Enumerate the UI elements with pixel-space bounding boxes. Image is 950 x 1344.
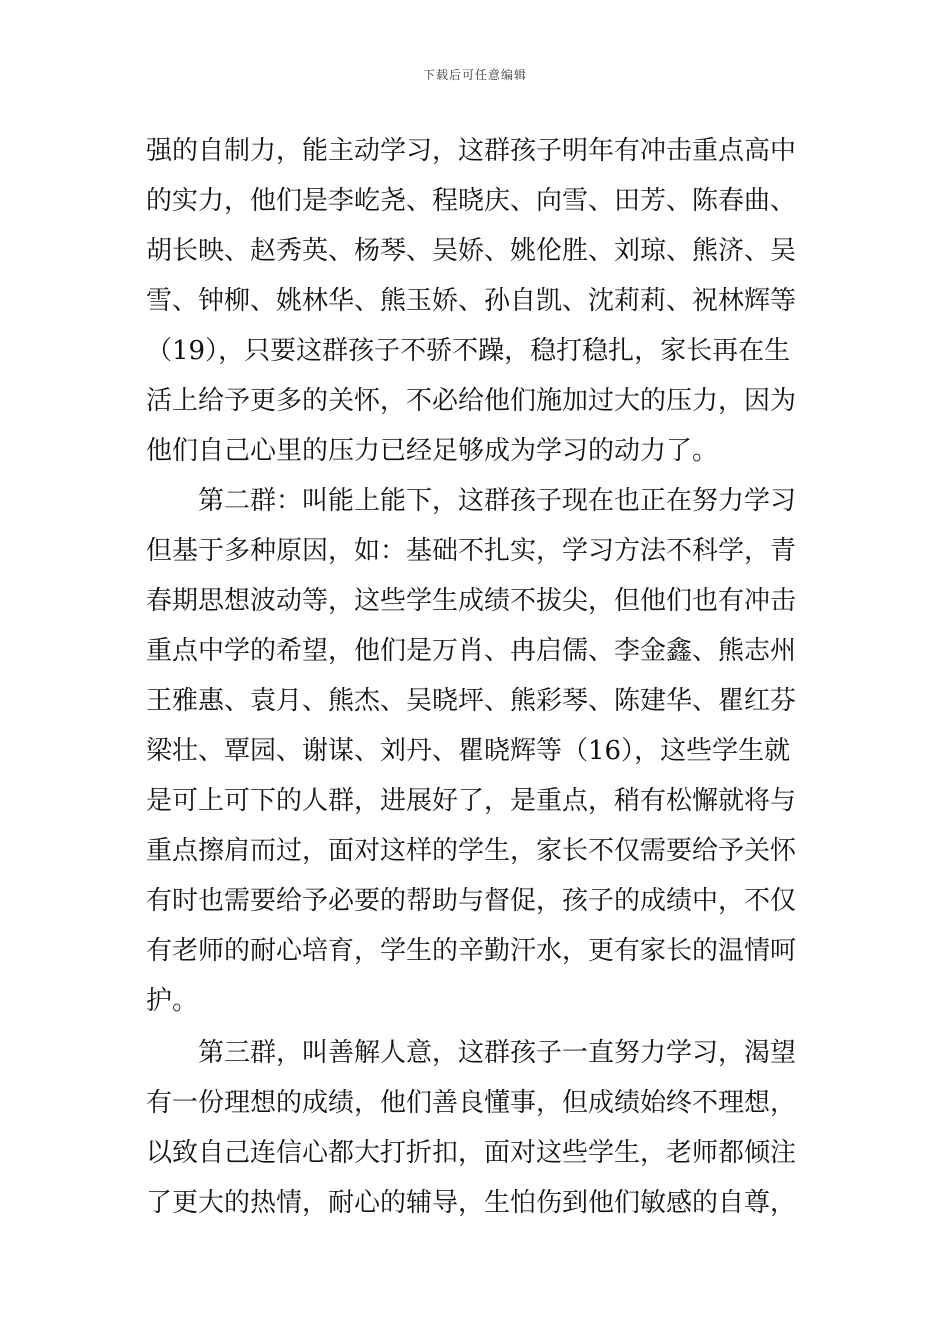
text-line: 但基于多种原因，如：基础不扎实，学习方法不科学，青	[146, 536, 797, 566]
page-header: 下载后可任意编辑	[422, 68, 527, 82]
text-line: 是可上可下的人群，进展好了，是重点，稍有松懈就将与	[146, 786, 797, 816]
text-line: 的实力，他们是李屹尧、程晓庆、向雪、田芳、陈春曲、	[146, 186, 797, 216]
text-line: （19），只要这群孩子不骄不躁，稳打稳扎，家长再在生	[146, 336, 791, 366]
text-line: 第二群：叫能上能下，这群孩子现在也正在努力学习	[146, 486, 797, 516]
text-line: 重点中学的希望，他们是万肖、冉启儒、李金鑫、熊志州	[146, 636, 797, 666]
text-line: 有时也需要给予必要的帮助与督促，孩子的成绩中，不仅	[146, 886, 797, 916]
paragraph-group-1	[146, 126, 806, 476]
text-line: 强的自制力，能主动学习，这群孩子明年有冲击重点高中	[146, 136, 797, 166]
text-line: 有老师的耐心培育，学生的辛勤汗水，更有家长的温情呵	[146, 936, 797, 966]
text-line: 活上给予更多的关怀，不必给他们施加过大的压力，因为	[146, 386, 797, 416]
text-line: 有一份理想的成绩，他们善良懂事，但成绩始终不理想，	[146, 1088, 797, 1118]
text-line: 第三群，叫善解人意，这群孩子一直努力学习，渴望	[146, 1038, 797, 1068]
paragraph-group-3	[146, 1028, 806, 1228]
text-line: 胡长映、赵秀英、杨琴、吴娇、姚伦胜、刘琼、熊济、吴	[146, 236, 797, 266]
text-line: 以致自己连信心都大打折扣，面对这些学生，老师都倾注	[146, 1138, 797, 1168]
text-line: 雪、钟柳、姚林华、熊玉娇、孙自凯、沈莉莉、祝林辉等	[146, 286, 797, 316]
text-line: 他们自己心里的压力已经足够成为学习的动力了。	[146, 436, 719, 466]
text-line: 了更大的热情，耐心的辅导，生怕伤到他们敏感的自尊，	[146, 1188, 797, 1218]
document-body	[146, 126, 806, 1228]
paragraph-group-2	[146, 476, 806, 1026]
text-line: 重点擦肩而过，面对这样的学生，家长不仅需要给予关怀	[146, 836, 797, 866]
text-line: 春期思想波动等，这些学生成绩不拔尖，但他们也有冲击	[146, 586, 797, 616]
text-line: 梁壮、覃园、谢谋、刘丹、瞿晓辉等（16），这些学生就	[146, 736, 791, 766]
text-line: 王雅惠、袁月、熊杰、吴晓坪、熊彩琴、陈建华、瞿红芬	[146, 686, 797, 716]
text-line: 护。	[146, 986, 199, 1016]
